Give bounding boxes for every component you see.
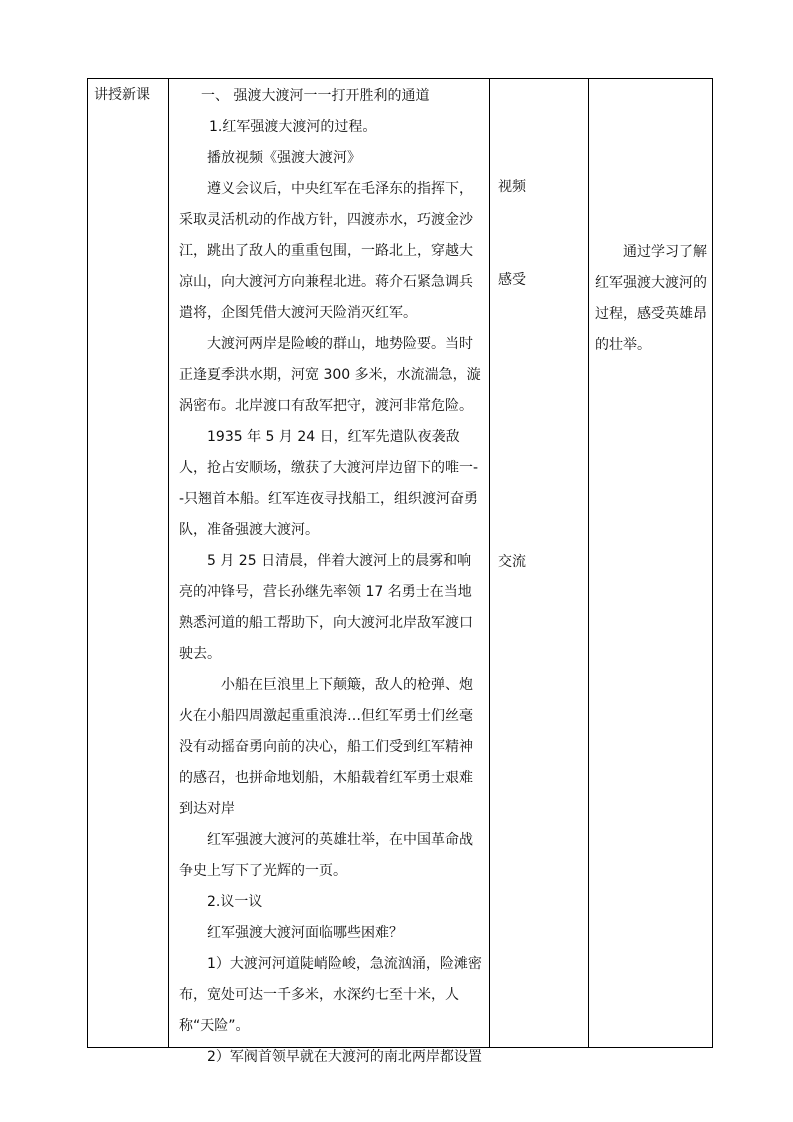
method-feel: 感受	[498, 272, 526, 288]
paragraph-vanguard: 1935 年 5 月 24 日，红军先遣队夜袭敌人，抢占安顺场，缴获了大渡河岸边留下的唯一--只翘首本船。红军连夜寻找船工，组织渡河奋勇队，准备强渡大渡河。	[179, 429, 479, 538]
method-column	[490, 79, 588, 1045]
video-line: 播放视频《强渡大渡河》	[207, 150, 361, 166]
content-cell	[169, 79, 490, 1065]
answer-item-1: 1）大渡河河道陡峭险峻，急流汹涌，险滩密布，宽处可达一千多米，水深约七至十米，人称“天险”。	[179, 956, 482, 1034]
heading-crossing-process: 1.红军强渡大渡河的过程。	[209, 119, 377, 135]
method-video: 视频	[498, 179, 526, 195]
section-label: 讲授新课	[94, 87, 150, 103]
method-exchange: 交流	[498, 554, 526, 570]
heading-crossing-dadu: 一、 强渡大渡河一一打开胜利的通道	[201, 88, 430, 104]
paragraph-zunyi: 遵义会议后，中央红军在毛泽东的指挥下，采取灵活机动的作战方针，四渡赤水，巧渡金沙江，跳出了敌人的重重包围，一路北上，穿越大凉山，向大渡河方向兼程北进。蒋介石紧急调兵遣将，企图凭借大渡河天险消灭红军。	[179, 181, 473, 321]
heading-discuss: 2.议一议	[207, 894, 263, 910]
lesson-plan-table	[87, 78, 713, 1065]
teaching-content	[169, 81, 489, 1065]
goal-cell	[589, 79, 713, 1048]
discussion-question: 红军强渡大渡河面临哪些困难？	[207, 925, 403, 941]
paragraph-morning: 5 月 25 日清晨，伴着大渡河上的晨雾和响亮的冲锋号，营长孙继先率领 17 名勇士在当地熟悉河道的船工帮助下，向大渡河北岸敌军渡口驶去。	[179, 553, 473, 662]
method-cell	[490, 79, 589, 1048]
learning-goal: 通过学习了解红军强渡大渡河的过程，感受英雄昂的壮举。	[595, 244, 707, 353]
paragraph-boat: 小船在巨浪里上下颠簸，敌人的枪弹、炮火在小船四周激起重重浪涛…但红军勇士们丝毫没有动摇奋勇向前的决心，船工们受到红军精神的感召，也拼命地划船，木船载着红军勇士艰难到达对岸	[179, 677, 473, 817]
section-cell	[88, 79, 169, 1048]
paragraph-terrain: 大渡河两岸是险峻的群山，地势险要。当时正逢夏季洪水期，河宽 300 多米，水流湍急，漩涡密布。北岸渡口有敌军把守，渡河非常危险。	[179, 336, 481, 414]
table-row	[88, 79, 713, 1048]
answer-item-2: 2）军阀首领早就在大渡河的南北两岸都设置	[207, 1049, 482, 1065]
paragraph-heroic: 红军强渡大渡河的英雄壮举，在中国革命战争史上写下了光辉的一页。	[179, 832, 473, 879]
